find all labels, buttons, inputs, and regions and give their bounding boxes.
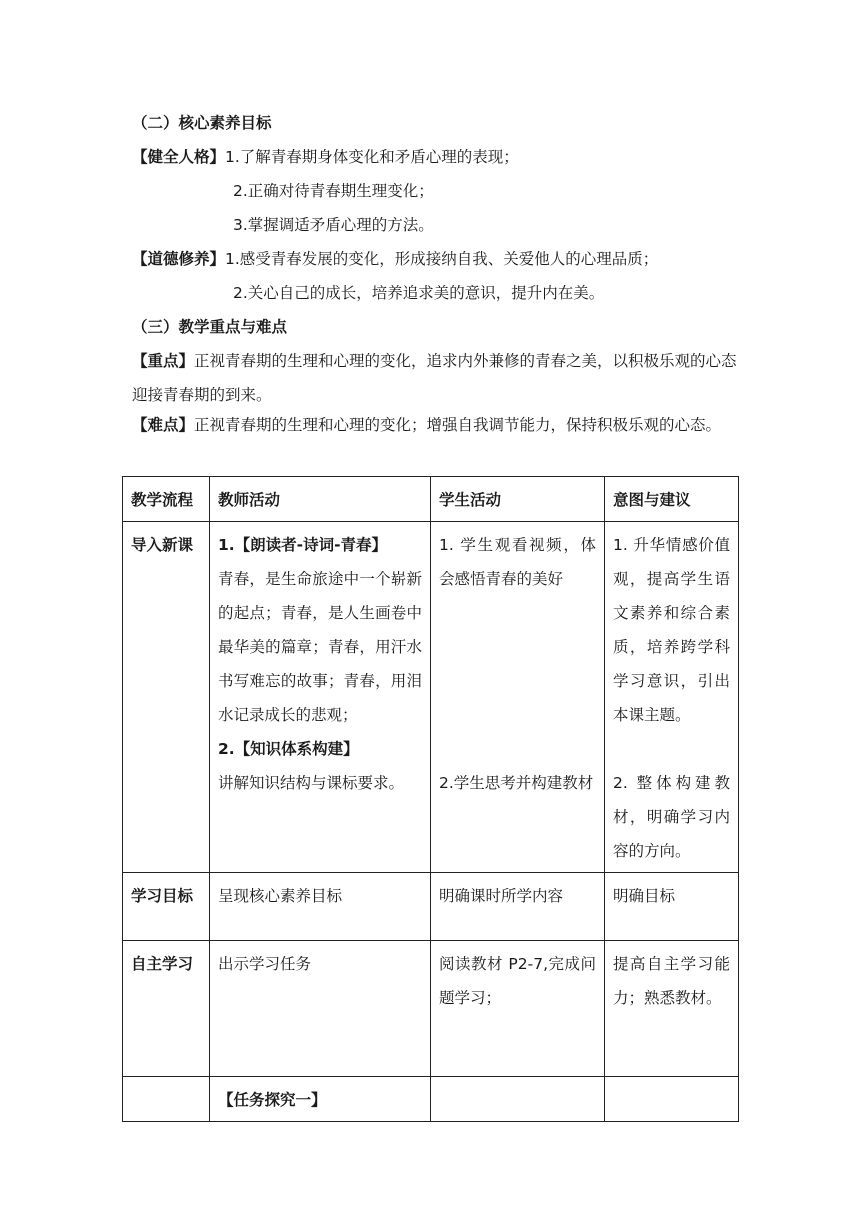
goal-item: 1.了解青春期身体变化和矛盾心理的表现；: [225, 148, 519, 166]
intent-text: 2. 整体构建教材，明确学习内容的方向。: [613, 774, 730, 860]
intent-cell: [605, 1077, 739, 1122]
goal-item: 1.感受青春发展的变化，形成接纳自我、关爱他人的心理品质；: [225, 250, 659, 268]
key-point-tag: 【重点】: [132, 352, 195, 370]
goal-tag-personality: 【健全人格】: [132, 148, 226, 166]
teacher-activity-title: 2.【知识体系构建】: [218, 740, 359, 758]
table-row: [123, 522, 739, 873]
table-header: 学生活动: [431, 477, 605, 522]
table-header: 教师活动: [210, 477, 431, 522]
goal-item: 3.掌握调适矛盾心理的方法。: [233, 216, 434, 234]
teacher-activity-title: 1.【朗读者-诗词-青春】: [218, 536, 388, 554]
stage-cell: 学习目标: [123, 873, 210, 941]
table-header-row: [123, 477, 739, 522]
section-heading-core-literacy: （二）核心素养目标: [132, 114, 272, 132]
teacher-activity-cell: 【任务探究一】: [210, 1077, 431, 1122]
intent-cell: 明确目标: [605, 873, 739, 941]
teacher-activity-cell: 出示学习任务: [210, 941, 431, 1077]
goal-morality-line-1: [132, 248, 658, 270]
stage-cell: 自主学习: [123, 941, 210, 1077]
stage-cell: [123, 1077, 210, 1122]
student-activity-cell: [431, 1077, 605, 1122]
key-point-text: 正视青春期的生理和心理的变化，追求内外兼修的青春之美，以积极乐观的心态迎接青春期的到来。: [132, 352, 737, 404]
key-point-paragraph: [132, 344, 742, 412]
student-activity-text: 1. 学生观看视频，体会感悟青春的美好: [439, 536, 596, 588]
goal-tag-morality: 【道德修养】: [132, 250, 226, 268]
section-heading-key-points: （三）教学重点与难点: [132, 318, 288, 336]
goal-item: 2.关心自己的成长，培养追求美的意识，提升内在美。: [233, 284, 605, 302]
difficult-point-paragraph: [132, 408, 742, 442]
difficult-point-tag: 【难点】: [132, 416, 195, 434]
teacher-activity-text: 讲解知识结构与课标要求。: [218, 774, 405, 792]
student-activity-cell: 明确课时所学内容: [431, 873, 605, 941]
intent-cell: [605, 522, 739, 873]
teacher-activity-cell: [210, 522, 431, 873]
table-row: [123, 873, 739, 941]
student-activity-text: 2.学生思考并构建教材: [439, 774, 594, 792]
table-header: 意图与建议: [605, 477, 739, 522]
student-activity-cell: 阅读教材 P2-7,完成问题学习；: [431, 941, 605, 1077]
table-row: [123, 941, 739, 1077]
student-activity-cell: [431, 522, 605, 873]
intent-text: 1. 升华情感价值观，提高学生语文素养和综合素质，培养跨学科学习意识，引出本课主题。: [613, 536, 730, 724]
teacher-activity-text: 青春，是生命旅途中一个崭新的起点；青春，是人生画卷中最华美的篇章；青春，用汗水书写难忘的故事；青春，用泪水记录成长的悲观；: [218, 570, 422, 724]
intent-cell: 提高自主学习能力；熟悉教材。: [605, 941, 739, 1077]
table-row: [123, 1077, 739, 1122]
goal-personality-line-1: [132, 146, 519, 168]
teacher-activity-cell: 呈现核心素养目标: [210, 873, 431, 941]
lesson-plan-table: [122, 476, 739, 1122]
table-header: 教学流程: [123, 477, 210, 522]
difficult-point-text: 正视青春期的生理和心理的变化；增强自我调节能力，保持积极乐观的心态。: [194, 416, 722, 434]
stage-cell: 导入新课: [123, 522, 210, 873]
goal-item: 2.正确对待青春期生理变化；: [233, 182, 434, 200]
